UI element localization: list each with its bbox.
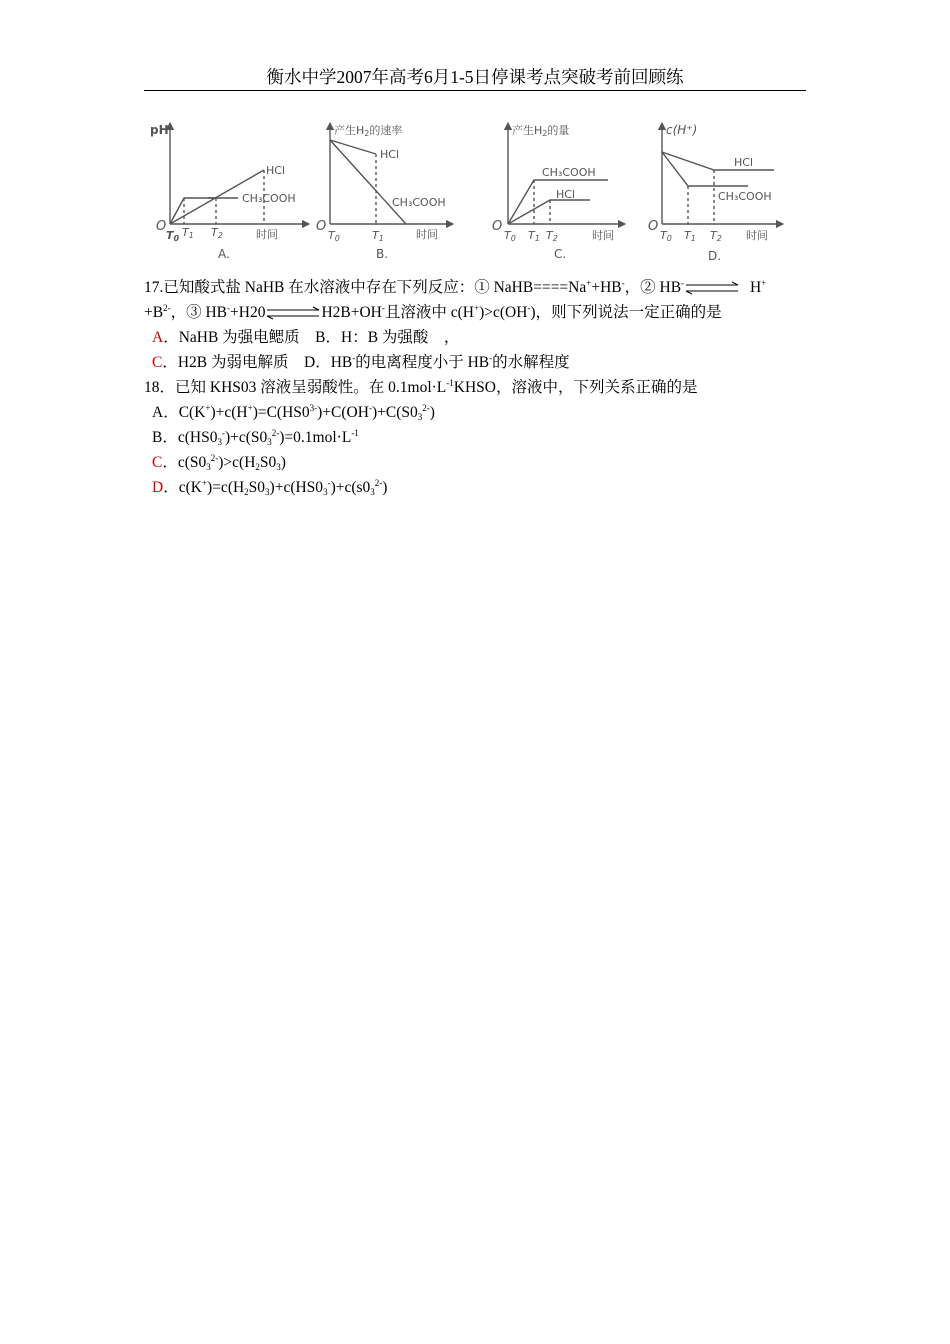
q17-option-a-letter: A bbox=[152, 329, 164, 346]
fig-c-caption: C. bbox=[554, 247, 567, 261]
fig-d-caption: D. bbox=[708, 249, 722, 263]
figure-b-rate bbox=[330, 126, 450, 224]
equilibrium-arrows-icon bbox=[684, 281, 740, 295]
fig-b-hcl: HCl bbox=[380, 148, 400, 161]
fig-a-xlabel: 时间 bbox=[256, 228, 278, 241]
fig-b-t0: T0 bbox=[328, 229, 340, 243]
fig-c-ch3cooh: CH₃COOH bbox=[542, 166, 596, 179]
fig-d-t2: T2 bbox=[710, 229, 722, 243]
fig-a-caption: A. bbox=[218, 247, 230, 261]
q17-option-c-letter: C bbox=[152, 354, 163, 371]
figure-d-concentration bbox=[662, 126, 780, 224]
fig-b-caption: B. bbox=[376, 247, 389, 261]
fig-a-hcl: HCl bbox=[266, 164, 286, 177]
fig-d-t0: T0 bbox=[660, 229, 672, 243]
fig-d-hcl: HCl bbox=[734, 156, 754, 169]
q18-option-a: A．$C(K^+)+c(H^+)=C(HS0^{3-})+C(OH^-)+C(S0_3^{2-})$ bbox=[152, 403, 435, 422]
fig-d-ch3cooh: CH₃COOH bbox=[718, 190, 772, 203]
fig-b-xlabel: 时间 bbox=[416, 228, 438, 241]
q17-options-ab: A．NaHB 为强电鳃质 B．H：B 为强酸 ， bbox=[152, 329, 460, 346]
fig-d-ylabel: c(H⁺) bbox=[666, 123, 698, 137]
fig-b-ch3cooh: CH₃COOH bbox=[392, 196, 446, 209]
fig-b-t1: T1 bbox=[372, 229, 384, 243]
fig-d-origin: O bbox=[648, 219, 659, 234]
fig-a-t1: T1 bbox=[182, 226, 194, 240]
fig-d-t1: T1 bbox=[684, 229, 696, 243]
q18-option-d: D．$c(K^+)=c(H_2S0_3)+c(HS0_3^-)+c(s0_3^{2-})$ bbox=[152, 478, 388, 497]
fig-c-origin: O bbox=[492, 219, 503, 234]
fig-b-origin: O bbox=[316, 219, 327, 234]
q18-option-c-letter: C bbox=[152, 454, 163, 471]
fig-c-t2: T2 bbox=[546, 229, 558, 243]
fig-d-xlabel: 时间 bbox=[746, 229, 768, 242]
q18-option-b: B．$c(HS0_3^-)+c(S0_3^{2-})=0.1mol\cdot L^{-1}$ bbox=[152, 428, 359, 447]
figure-a-ph bbox=[170, 126, 306, 224]
fig-c-t0: T0 bbox=[504, 229, 516, 243]
reaction-figures bbox=[148, 118, 808, 266]
fig-a-origin: O bbox=[156, 219, 167, 234]
q17-line1: 17.已知酸式盐 NaHB 在水溶液中存在下列反应：① NaHB====Na++HB-，② HB- H+ bbox=[144, 278, 767, 296]
q18-stem: 18．已知 KHS03 溶液呈弱酸性。在 $0.1mol\cdot L^{-1}KHSO$，溶液中，下列关系正确的是 bbox=[144, 378, 698, 396]
fig-c-hcl: HCl bbox=[556, 188, 576, 201]
fig-a-t2: T2 bbox=[211, 226, 223, 240]
fig-c-t1: T1 bbox=[528, 229, 540, 243]
page-header-title: 衡水中学2007年高考6月1-5日停课考点突破考前回顾练 bbox=[266, 67, 684, 87]
fig-a-ylabel: pH bbox=[150, 123, 169, 137]
fig-c-ylabel: 产生H2的量 bbox=[512, 124, 570, 138]
q18-option-d-letter: D bbox=[152, 479, 164, 496]
q17-options-cd: C．H2B 为弱电解质 D．HB-的电离程度小于 HB-的水解程度 bbox=[152, 353, 570, 371]
q17-line2: $+B^{2-}$，③ HB-+H20 H2B+OH-且溶液中 c(H+)>c(OH-)，则下列说法一定正确的是 bbox=[144, 303, 722, 321]
fig-b-ylabel: 产生H2的速率 bbox=[334, 124, 403, 138]
fig-c-xlabel: 时间 bbox=[592, 229, 614, 242]
fig-a-ch3cooh: CH₃COOH bbox=[242, 192, 296, 205]
fig-a-t0: T0 bbox=[166, 229, 180, 243]
header-divider bbox=[144, 90, 806, 91]
equilibrium-arrows-icon bbox=[265, 306, 321, 320]
q18-option-c: C．$c(S0_3^{2-})>c(H_2S0_3)$ bbox=[152, 453, 286, 472]
